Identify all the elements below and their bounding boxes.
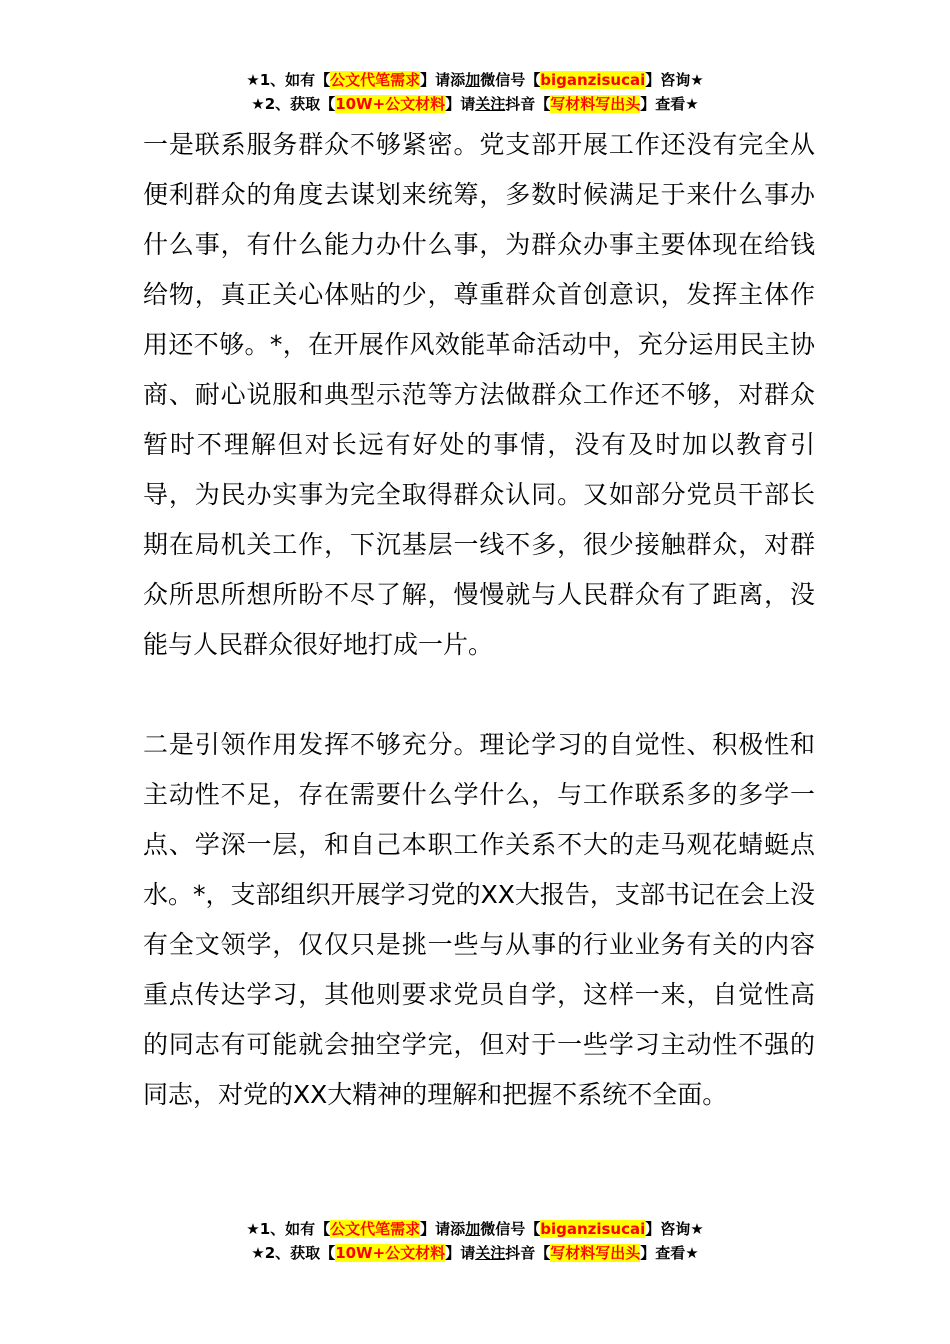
header-banner bbox=[0, 68, 950, 116]
banner-text: 微信号【 bbox=[480, 1220, 541, 1238]
banner-text: ★2、获取【 bbox=[251, 95, 336, 113]
paragraph-1: 一是联系服务群众不够紧密。党支部开展工作还没有完全从便利群众的角度去谋划来统筹，多数时候满足于来什么事办什么事，有什么能力办什么事，为群众办事主要体现在给钱给物，真正关心体贴的少，尊重群众首创意识，发挥主体作用还不够。*，在开展作风效能革命活动中，充分运用民主协商、耐心说服和典型示范等方法做群众工作还不够，对群众暂时不理解但对长远有好处的事情，没有及时加以教育引导，为民办实事为完全取得群众认同。又如部分党员干部长期在局机关工作，下沉基层一线不多，很少接触群众，对群众所思所想所盼不尽了解，慢慢就与人民群众有了距离，没能与人民群众很好地打成一片。 bbox=[143, 130, 815, 659]
banner-text: 】查看★ bbox=[640, 95, 699, 113]
banner-highlight: 10W+公文材料 bbox=[335, 95, 446, 113]
banner-text: 】请 bbox=[445, 1244, 476, 1262]
banner-line-1 bbox=[0, 1217, 950, 1241]
banner-highlight: biganzisucai bbox=[540, 1220, 646, 1238]
banner-highlight: 写材料写出头 bbox=[550, 95, 641, 113]
banner-text: ★1、如有【 bbox=[246, 1220, 331, 1238]
banner-highlight: 公文代笔需求 bbox=[330, 71, 421, 89]
banner-text: ★2、获取【 bbox=[251, 1244, 336, 1262]
banner-text: 微信号【 bbox=[480, 71, 541, 89]
banner-text: 】咨询★ bbox=[645, 71, 704, 89]
banner-underlined: 关注 bbox=[475, 1244, 506, 1262]
paragraph-2: 二是引领作用发挥不够充分。理论学习的自觉性、积极性和主动性不足，存在需要什么学什么，与工作联系多的多学一点、学深一层，和自己本职工作关系不大的走马观花蜻蜓点水。*，支部组织开展学习党的XX大报告，支部书记在会上没有全文领学，仅仅只是挑一些与从事的行业业务有关的内容重点传达学习，其他则要求党员自学，这样一来，自觉性高的同志有可能就会抽空学完，但对于一些学习主动性不强的同志，对党的XX大精神的理解和把握不系统不全面。 bbox=[143, 730, 815, 1109]
banner-text: 】咨询★ bbox=[645, 1220, 704, 1238]
banner-text: 】请添 bbox=[420, 1220, 466, 1238]
banner-text: 】请 bbox=[445, 95, 476, 113]
banner-line-1 bbox=[0, 68, 950, 92]
banner-line-2 bbox=[0, 1241, 950, 1265]
banner-underlined: 加 bbox=[465, 1220, 481, 1238]
banner-line-2 bbox=[0, 92, 950, 116]
banner-highlight: 写材料写出头 bbox=[550, 1244, 641, 1262]
banner-highlight: 公文代笔需求 bbox=[330, 1220, 421, 1238]
banner-highlight: 10W+公文材料 bbox=[335, 1244, 446, 1262]
banner-text: 】请添 bbox=[420, 71, 466, 89]
banner-text: ★1、如有【 bbox=[246, 71, 331, 89]
document-body bbox=[143, 120, 815, 1120]
banner-underlined: 加 bbox=[465, 71, 481, 89]
banner-underlined: 关注 bbox=[475, 95, 506, 113]
banner-text: 抖音【 bbox=[505, 1244, 551, 1262]
banner-text: 】查看★ bbox=[640, 1244, 699, 1262]
banner-highlight: biganzisucai bbox=[540, 71, 646, 89]
banner-text: 抖音【 bbox=[505, 95, 551, 113]
footer-banner bbox=[0, 1217, 950, 1265]
